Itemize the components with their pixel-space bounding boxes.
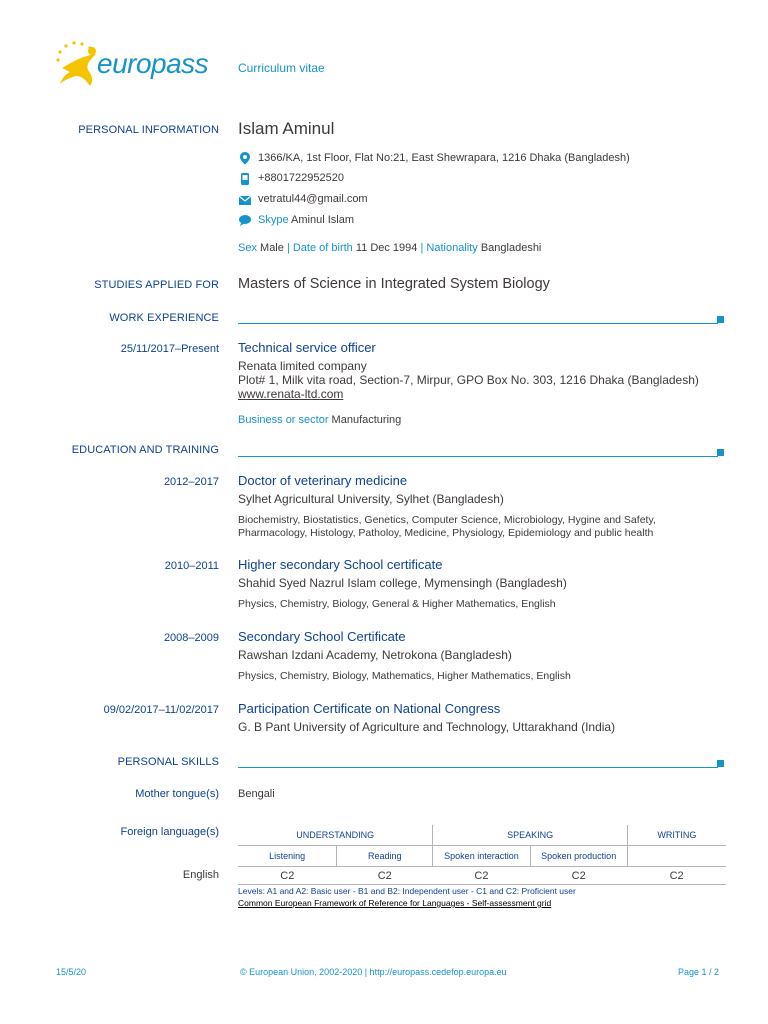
studies-value: Masters of Science in Integrated System Biology <box>238 276 550 292</box>
work-website-link[interactable]: www.renata-ltd.com <box>238 387 344 401</box>
sector-value: Manufacturing <box>331 414 402 426</box>
work-date: 25/11/2017–Present <box>120 343 219 355</box>
level-cell: C2 <box>337 867 433 885</box>
section-divider-marker <box>717 316 724 323</box>
email-icon <box>238 193 252 207</box>
edu-org: Rawshan Izdani Academy, Netrokona (Bangladesh) <box>238 648 512 662</box>
subheader-reading: Reading <box>337 846 433 867</box>
edu-title: Higher secondary School certificate <box>238 557 443 572</box>
section-divider <box>238 456 718 457</box>
nationality-label: Nationality <box>426 242 478 254</box>
edu-org: Sylhet Agricultural University, Sylhet (Bangladesh) <box>238 492 504 506</box>
edu-title: Doctor of veterinary medicine <box>238 473 408 488</box>
dob-label: Date of birth <box>292 242 353 254</box>
subheader-writing-blank <box>627 846 726 867</box>
section-work-experience: WORK EXPERIENCE <box>109 312 219 324</box>
work-sector-line <box>238 414 401 426</box>
chat-icon <box>238 213 252 227</box>
edu-org: Shahid Syed Nazrul Islam college, Mymensingh (Bangladesh) <box>238 576 567 590</box>
header-speaking: SPEAKING <box>433 825 627 846</box>
edu-date: 2012–2017 <box>163 476 219 488</box>
nationality-value: Bangladeshi <box>480 242 542 254</box>
person-name: Islam Aminul <box>238 119 335 138</box>
edu-description: Pharmacology, Histology, Patholoy, Medicine, Physiology, Epidemiology and public health <box>238 527 654 539</box>
subheader-spoken-production: Spoken production <box>530 846 627 867</box>
work-company: Renata limited company <box>238 359 367 373</box>
header-writing: WRITING <box>627 825 726 846</box>
sector-label: Business or sector <box>238 414 329 426</box>
document-type: Curriculum vitae <box>238 61 325 75</box>
edu-date: 2010–2011 <box>164 560 219 572</box>
header-understanding: UNDERSTANDING <box>238 825 433 846</box>
footer-copyright[interactable]: © European Union, 2002-2020 | http://europass.cedefop.europa.eu <box>240 967 507 977</box>
level-cell: C2 <box>238 867 337 885</box>
language-grid <box>238 825 726 885</box>
email-text[interactable]: vetratul44@gmail.com <box>258 193 368 205</box>
cefr-link[interactable]: Common European Framework of Reference for Languages - Self-assessment grid <box>238 898 552 908</box>
sex-value: Male <box>260 242 284 254</box>
edu-description: Physics, Chemistry, Biology, General & Higher Mathematics, English <box>238 598 556 610</box>
level-cell: C2 <box>627 867 726 885</box>
language-name: English <box>182 869 219 881</box>
footer-page-number: Page 1 / 2 <box>678 967 720 977</box>
edu-title: Participation Certificate on National Congress <box>238 701 501 716</box>
section-personal-information: PERSONAL INFORMATION <box>78 124 219 136</box>
foreign-language-label: Foreign language(s) <box>120 826 219 838</box>
edu-description: Physics, Chemistry, Biology, Mathematics, Higher Mathematics, English <box>238 670 571 682</box>
mother-tongue-label: Mother tongue(s) <box>135 788 219 800</box>
language-row <box>238 867 726 885</box>
level-cell: C2 <box>530 867 627 885</box>
section-divider <box>238 767 718 768</box>
language-table <box>238 825 726 885</box>
section-education-training: EDUCATION AND TRAINING <box>71 444 219 456</box>
mother-tongue-value: Bengali <box>238 788 275 800</box>
address-text: 1366/KA, 1st Floor, Flat No:21, East Shewrapara, 1216 Dhaka (Bangladesh) <box>258 152 630 164</box>
section-divider-marker <box>717 449 724 456</box>
skype-value: Aminul Islam <box>291 214 354 226</box>
language-table-subheader <box>238 846 726 867</box>
edu-date: 2008–2009 <box>163 632 219 644</box>
edu-title: Secondary School Certificate <box>238 629 406 644</box>
section-studies-applied-for: STUDIES APPLIED FOR <box>94 279 219 291</box>
europass-wordmark: europass <box>97 48 209 79</box>
personal-details-line <box>238 242 541 254</box>
separator: | <box>286 242 290 254</box>
phone-icon <box>238 172 252 186</box>
edu-org: G. B Pant University of Agriculture and Technology, Uttarakhand (India) <box>238 720 616 734</box>
phone-text: +8801722952520 <box>258 172 344 184</box>
subheader-listening: Listening <box>238 846 337 867</box>
dob-value: 11 Dec 1994 <box>355 242 418 254</box>
section-personal-skills: PERSONAL SKILLS <box>117 756 219 768</box>
skype-line <box>258 214 354 226</box>
language-table-header <box>238 825 726 846</box>
footer-date: 15/5/20 <box>56 967 87 977</box>
levels-note: Levels: A1 and A2: Basic user - B1 and B2: Independent user - C1 and C2: Proficient user <box>238 886 576 896</box>
location-icon <box>238 151 252 165</box>
sex-label: Sex <box>238 242 257 254</box>
subheader-spoken-interaction: Spoken interaction <box>433 846 530 867</box>
level-cell: C2 <box>433 867 530 885</box>
edu-description: Biochemistry, Biostatistics, Genetics, Computer Science, Microbiology, Hygine and Safety, <box>238 514 656 526</box>
section-divider <box>238 323 718 324</box>
section-divider-marker <box>717 760 724 767</box>
work-title: Technical service officer <box>238 340 376 355</box>
separator: | <box>420 242 424 254</box>
skype-label: Skype <box>258 214 289 226</box>
work-address: Plot# 1, Milk vita road, Section-7, Mirpur, GPO Box No. 303, 1216 Dhaka (Bangladesh) <box>238 373 699 387</box>
edu-date: 09/02/2017–11/02/2017 <box>103 704 219 716</box>
